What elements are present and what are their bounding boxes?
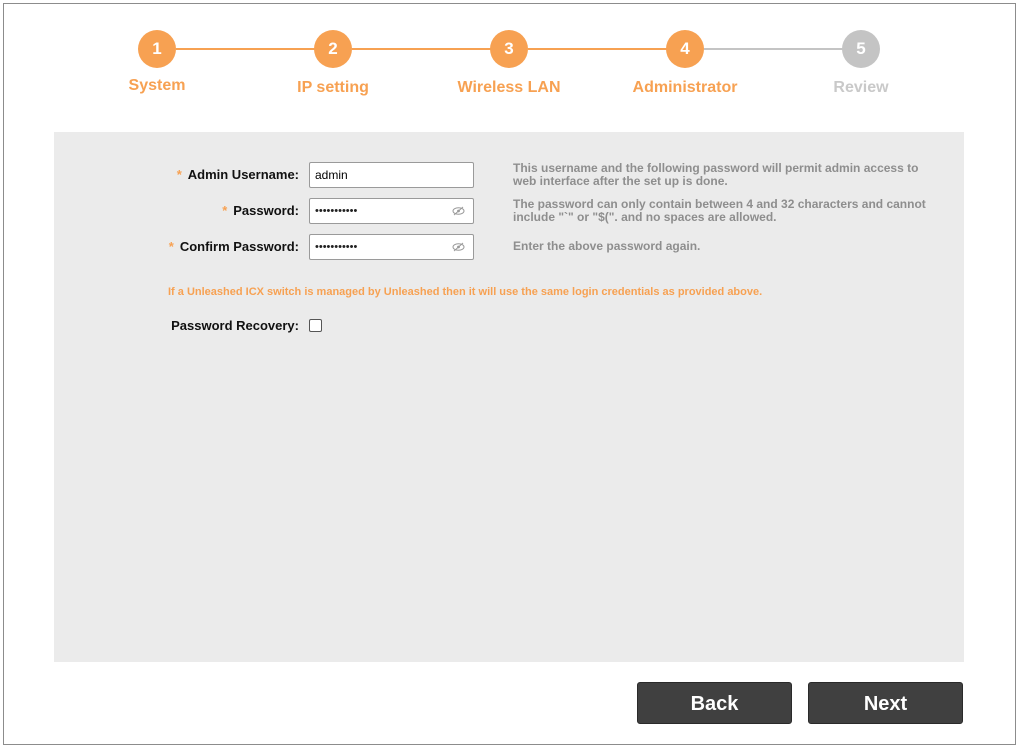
username-label	[177, 167, 299, 182]
confirm-password-help-text: Enter the above password again.	[513, 239, 701, 253]
step-5-label: Review	[833, 79, 889, 96]
required-marker: *	[176, 167, 182, 182]
eye-slash-icon[interactable]	[452, 206, 465, 216]
setup-wizard-window	[3, 3, 1016, 745]
step-connector-1-2	[176, 48, 316, 50]
confirm-password-label	[169, 239, 299, 254]
next-button[interactable]: Next	[808, 682, 963, 724]
step-1-circle[interactable]: 1	[138, 30, 176, 68]
password-help-text: The password can only contain between 4 and 32 characters and cannot include "`" or "$(". and no spaces are allowed.	[513, 197, 926, 224]
required-marker: *	[222, 203, 228, 218]
step-4-label: Administrator	[632, 79, 738, 96]
step-3-circle[interactable]: 3	[490, 30, 528, 68]
step-2-label[interactable]: IP setting	[297, 79, 369, 96]
confirm-password-row	[54, 234, 964, 260]
password-label	[222, 203, 299, 218]
password-recovery-checkbox[interactable]	[309, 319, 322, 332]
step-connector-2-3	[352, 48, 492, 50]
required-marker: *	[168, 239, 174, 254]
step-3-label[interactable]: Wireless LAN	[457, 79, 561, 96]
administrator-form-panel	[54, 132, 964, 662]
password-masked-value: •••••••••••	[315, 205, 358, 217]
password-input[interactable]	[309, 198, 474, 224]
confirm-password-label-text: Confirm Password:	[179, 239, 299, 254]
back-button[interactable]: Back	[637, 682, 792, 724]
step-connector-4-5	[704, 48, 844, 50]
admin-username-input[interactable]	[309, 162, 474, 188]
icx-credentials-notice: If a Unleashed ICX switch is managed by Unleashed then it will use the same login credentials as provided above.	[168, 286, 763, 298]
confirm-password-input[interactable]	[309, 234, 474, 260]
username-row	[54, 162, 964, 188]
eye-slash-icon[interactable]	[452, 242, 465, 252]
step-5-circle: 5	[842, 30, 880, 68]
step-4-circle: 4	[666, 30, 704, 68]
username-help-text: This username and the following password will permit admin access to web interface after the set up is done.	[513, 161, 919, 188]
password-label-text: Password:	[233, 203, 299, 218]
admin-username-value: admin	[315, 168, 348, 182]
step-1-label[interactable]: System	[128, 77, 186, 94]
username-label-text: Admin Username:	[187, 167, 299, 182]
step-2-circle[interactable]: 2	[314, 30, 352, 68]
step-connector-3-4	[528, 48, 668, 50]
password-row	[54, 198, 964, 224]
confirm-password-masked-value: •••••••••••	[315, 241, 358, 253]
password-recovery-label: Password Recovery:	[171, 318, 299, 333]
wizard-stepper	[4, 4, 1017, 114]
